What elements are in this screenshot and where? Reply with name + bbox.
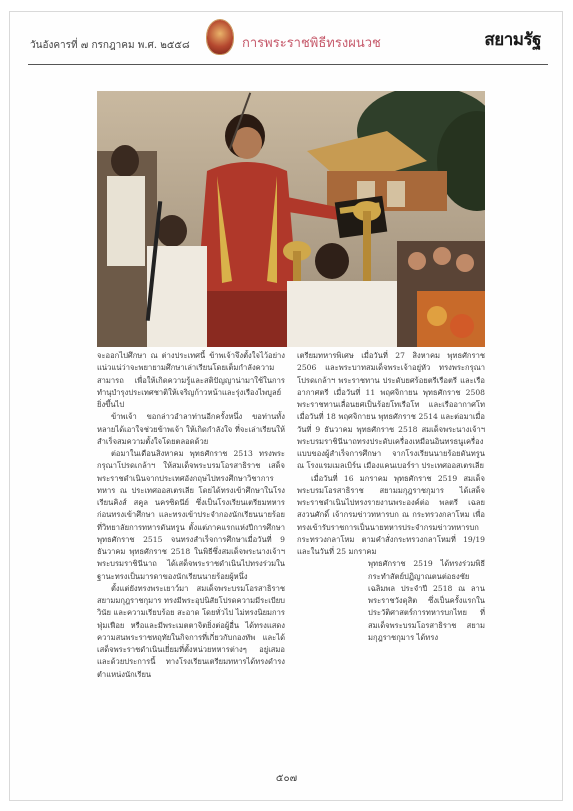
- paragraph: เตรียมทหารพิเศษ เมื่อวันที่ 27 สิงหาคม พุทธศักราช 2506 และพระบาทสมเด็จพระเจ้าอยู่หัว ทรงพระกรุณาโปรดเกล้าฯ พระราชทาน ประดับยศร้อยตรีเรือตรี และเรืออากาศตรี เมื่อวันที่ 11 พฤศจิกายน พุทธศักราช 2508 พระราชทานเลื่อนยศเป็นร้อยโทเรือโท และเรืออากาศโท เมื่อวันที่ 18 พฤศจิกายน พุทธศักราช 2514 และต่อมาเมื่อวันที่ 9 ธันวาคม พุทธศักราช 2518 สมเด็จพระนางเจ้าฯ พระบรมราชินีนาถทรงประดับเครื่องเหมือนอินทรธนูเครื่องแบบของผู้สำเร็จการศึกษา จากโรงเรียนนายร้อยดันทรูน ณ โรงแรมเมลเบิร์น เมืองแคนเบอร์รา ประเทศออสเตรเลีย: [297, 351, 485, 471]
- paragraph-continued: พุทธศักราช 2519 ได้ทรงร่วมพิธีกระทำสัตย์ปฏิญาณตนต่อธงชัยเฉลิมพล ประจำปี 2518 ณ ลานพระราชวังดุสิต ซึ่งเป็นครั้งแรกในประวัติศาสตร์การทหารบกไทย ที่สมเด็จพระบรมโอรสาธิราช สยามมกุฎราชกุมาร ได้ทรง: [368, 559, 485, 642]
- article-body: [97, 350, 485, 746]
- paragraph: ข้าพเจ้า ขอกล่าวอำลาท่านอีกครั้งหนึ่ง ขอท่านทั้งหลายได้เอาใจช่วยข้าพเจ้า ให้เกิดกำลังใจ ที่จะเล่าเรียนให้สำเร็จสมความตั้งใจโดยตลอดด้วย: [97, 412, 285, 446]
- paragraph: ตั้งแต่ยังทรงพระเยาว์มา สมเด็จพระบรมโอรสาธิราช สยามมกุฎราชกุมาร ทรงมีพระอุปนิสัยโปรดความมีระเบียบวินัย และความเรียบร้อย สะอาด โดยทั่วไป ไม่ทรงนิยมการฟุ่มเฟือย หรือและมีพระเมตตาจิตยิ่งต่อผู้อื่น ได้ทรงแสดงความสนพระราชหฤทัยในกิจการที่เกี่ยวกับกองทัพ และได้เสด็จพระราชดำเนินเยี่ยมที่ตั้งหน่วยทหารต่างๆ อยู่เสมอ และด้วยประการนี้ ทางโรงเรียนเตรียมทหารได้ทรงดำรงตำแหน่งนักเรียน: [97, 583, 285, 679]
- article-column-right: [297, 350, 485, 746]
- paragraph: ต่อมาในเดือนสิงหาคม พุทธศักราช 2513 ทรงพระกรุณาโปรดเกล้าฯ ให้สมเด็จพระบรมโอรสาธิราช เสด็จพระราชดำเนินจากประเทศอังกฤษไปทรงศึกษาวิชาการทหาร ณ ประเทศออสเตรเลีย โดยได้ทรงเข้าศึกษาในโรงเรียนคิงส์ สคูล นครซิดนีย์ ซึ่งเป็นโรงเรียนเตรียมทหาร ก่อนทรงเข้าศึกษา และทรงเข้าประจำกองนักเรียนนายร้อย ที่วิทยาลัยการทหารดันทรูน ตั้งแต่ภาคแรกแห่งปีการศึกษา พุทธศักราช 2515 จนทรงสำเร็จการศึกษาเมื่อวันที่ 9 ธันวาคม พุทธศักราช 2518 ในพิธีซึ่งสมเด็จพระนางเจ้าฯ พระบรมราชินีนาถ ได้เสด็จพระราชดำเนินไปทรงร่วมในฐานะทรงเป็นมารดาของนักเรียนนายร้อยผู้หนึ่ง: [97, 449, 285, 581]
- header-divider: [28, 64, 548, 65]
- issue-date: วันอังคารที่ ๗ กรกฎาคม พ.ศ. ๒๕๕๘: [30, 40, 190, 51]
- ceremony-photo: [97, 91, 485, 347]
- page-header: [20, 20, 545, 60]
- section-title: การพระราชพิธีทรงผนวช: [242, 36, 381, 51]
- paragraph: เมื่อวันที่ 16 มกราคม พุทธศักราช 2519 สมเด็จพระบรมโอรสาธิราช สยามมกุฎราชกุมาร ได้เสด็จพระราชดำเนินไปทรงรายงานพระองค์ต่อ พลตรี เฉลย สงวนศักดิ์ เจ้ากรมข่าวทหารบก ณ กระทรวงกลาโหม เพื่อทรงเข้ารับราชการเป็นนายทหารประจำกรมข่าวทหารบก กระทรวงกลาโหม ตามคำสั่งกระทรวงกลาโหมที่ 19/19 และในวันที่ 25 มกราคม: [297, 473, 485, 556]
- newspaper-logo: สยามรัฐ: [484, 30, 541, 50]
- paragraph: จะออกไปศึกษา ณ ต่างประเทศนี้ ข้าพเจ้าจึงตั้งใจไว้อย่างแน่วแน่ว่าจะพยายามศึกษาเล่าเรียนโดยเต็มกำลังความสามารถ เพื่อให้เกิดความรู้และสติปัญญาน่ามาใช้ในการทำนุบำรุงประเทศชาติให้เจริญก้าวหน้าและรุ่งเรืองไพบูลย์ยิ่งขึ้นไป: [97, 351, 285, 409]
- royal-portrait-emblem-icon: [207, 20, 233, 54]
- article-column-left: [97, 350, 285, 746]
- ceremony-photo-image: [97, 91, 485, 347]
- page-number: ๕๐๗: [275, 773, 298, 784]
